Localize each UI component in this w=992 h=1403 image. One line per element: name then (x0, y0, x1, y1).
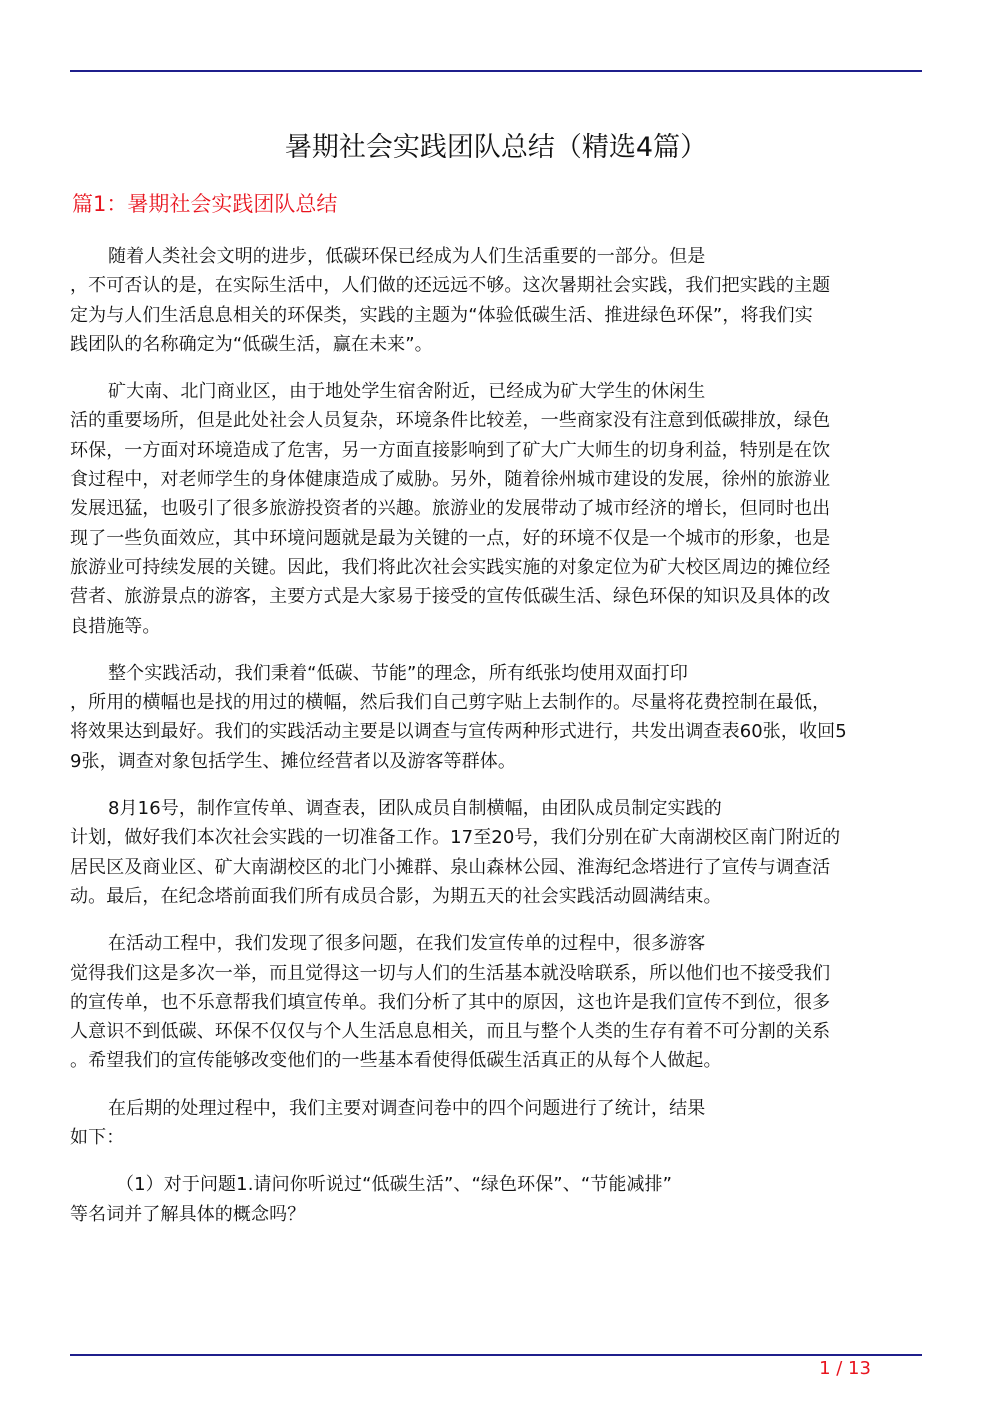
text-line: 如下： (70, 1127, 125, 1149)
paragraph-1 (70, 242, 922, 359)
text-line: 整个实践活动，我们秉着“低碳、节能”的理念，所有纸张均使用双面打印 (108, 662, 688, 684)
paragraph-2 (70, 377, 922, 641)
text-line: 定为与人们生活息息相关的环保类，实践的主题为“体验低碳生活、推进绿色环保”，将我们实 (70, 304, 813, 326)
text-line: 在活动工程中，我们发现了很多问题，在我们发宣传单的过程中，很多游客 (108, 933, 706, 955)
text-line: 食过程中，对老师学生的身体健康造成了威胁。另外，随着徐州城市建设的发展，徐州的旅游业 (70, 469, 831, 491)
text-line: 现了一些负面效应，其中环境问题就是最为关键的一点，好的环境不仅是一个城市的形象，也是 (70, 527, 831, 549)
text-line: 等名词并了解具体的概念吗？ (70, 1203, 306, 1225)
text-line: ，所用的横幅也是找的用过的横幅，然后我们自己剪字贴上去制作的。尽量将花费控制在最低， (70, 692, 831, 714)
text-line: 在后期的处理过程中，我们主要对调查问卷中的四个问题进行了统计，结果 (108, 1097, 706, 1119)
paragraph-6 (70, 1094, 922, 1153)
text-line: （1）对于问题1.请问你听说过“低碳生活”、“绿色环保”、“节能减排” (116, 1174, 673, 1196)
text-line: 环保，一方面对环境造成了危害，另一方面直接影响到了矿大广大师生的切身利益，特别是在饮 (70, 439, 831, 461)
text-line: 营者、旅游景点的游客，主要方式是大家易于接受的宣传低碳生活、绿色环保的知识及具体的改 (70, 586, 831, 608)
text-line: 计划，做好我们本次社会实践的一切准备工作。17至20号，我们分别在矿大南湖校区南门附近的 (70, 827, 841, 849)
header-rule (70, 70, 922, 72)
document-title: 暑期社会实践团队总结（精选4篇） (284, 132, 708, 163)
text-line: 践团队的名称确定为“低碳生活，赢在未来”。 (70, 333, 433, 355)
text-line: 觉得我们这是多次一举，而且觉得这一切与人们的生活基本就没啥联系，所以他们也不接受我们 (70, 962, 831, 984)
text-line: 的宣传单，也不乐意帮我们填宣传单。我们分析了其中的原因，这也许是我们宣传不到位，很多 (70, 991, 831, 1013)
text-line: ，不可否认的是，在实际生活中，人们做的还远远不够。这次暑期社会实践，我们把实践的主题 (70, 275, 831, 297)
text-line: 动。最后，在纪念塔前面我们所有成员合影，为期五天的社会实践活动圆满结束。 (70, 885, 722, 907)
text-line: 活的重要场所，但是此处社会人员复杂，环境条件比较差，一些商家没有注意到低碳排放，绿色 (70, 410, 831, 432)
paragraph-4 (70, 794, 922, 911)
paragraph-3 (70, 659, 922, 776)
document-body (70, 242, 922, 1247)
text-line: 居民区及商业区、矿大南湖校区的北门小摊群、泉山森林公园、淮海纪念塔进行了宣传与调查活 (70, 856, 831, 878)
text-line: 。希望我们的宣传能够改变他们的一些基本看使得低碳生活真正的从每个人做起。 (70, 1050, 722, 1072)
text-line: 旅游业可持续发展的关键。因此，我们将此次社会实践实施的对象定位为矿大校区周边的摊位经 (70, 556, 831, 578)
text-line: 发展迅猛，也吸引了很多旅游投资者的兴趣。旅游业的发展带动了城市经济的增长，但同时也出 (70, 498, 831, 520)
text-line: 随着人类社会文明的进步，低碳环保已经成为人们生活重要的一部分。但是 (108, 246, 706, 267)
paragraph-7 (70, 1170, 922, 1229)
text-line: 将效果达到最好。我们的实践活动主要是以调查与宣传两种形式进行，共发出调查表60张，收回5 (70, 721, 847, 743)
text-line: 良措施等。 (70, 615, 161, 637)
footer-rule (70, 1354, 922, 1356)
text-line: 矿大南、北门商业区，由于地处学生宿舍附近，已经成为矿大学生的休闲生 (108, 381, 706, 403)
text-line: 人意识不到低碳、环保不仅仅与个人生活息息相关，而且与整个人类的生存有着不可分割的关系 (70, 1021, 831, 1043)
text-line: 8月16号，制作宣传单、调查表，团队成员自制横幅，由团队成员制定实践的 (108, 798, 722, 820)
section-heading: 篇1：暑期社会实践团队总结 (72, 192, 338, 216)
paragraph-5 (70, 929, 922, 1075)
text-line: 9张，调查对象包括学生、摊位经营者以及游客等群体。 (70, 750, 516, 772)
page-number: 1 / 13 (819, 1358, 871, 1379)
